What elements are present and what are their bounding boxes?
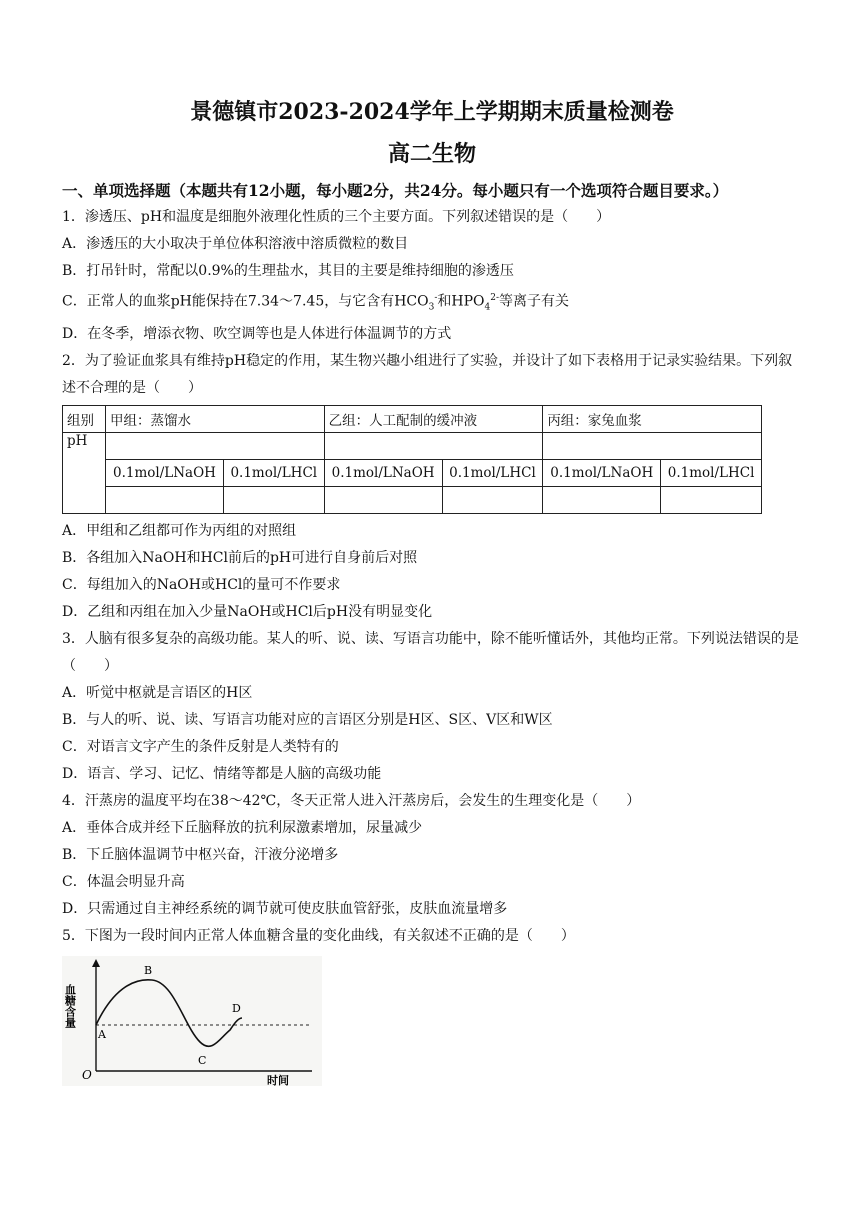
- subscript: 4: [484, 302, 491, 313]
- section-heading: 一、单项选择题（本题共有12小题，每小题2分，共24分。每小题只有一个选项符合题目要求。）: [62, 181, 729, 200]
- exam-page: [62, 96, 802, 1086]
- y-axis-label: 血糖含量: [63, 984, 77, 1029]
- superscript: -: [434, 293, 438, 303]
- exam-title: 景德镇市2023-2024学年上学期期末质量检测卷: [190, 99, 674, 125]
- option-c: C．对语言文字产生的条件反射是人类特有的: [62, 739, 339, 756]
- question-stem: 1．渗透压、pH和温度是细胞外液理化性质的三个主要方面。下列叙述错误的是（ ）: [62, 209, 611, 225]
- option-b: B．打吊针时，常配以0.9%的生理盐水，其目的主要是维持细胞的渗透压: [62, 263, 514, 279]
- question-stem: 4．汗蒸房的温度平均在38～42℃，冬天正常人进入汗蒸房后，会发生的生理变化是（ ）: [62, 793, 641, 810]
- question-1: [62, 204, 802, 348]
- question-5: [62, 923, 802, 1086]
- table-row: [63, 460, 762, 487]
- table-cell-reagent: 0.1mol/LHCl: [661, 460, 762, 487]
- option-d: D．语言、学习、记忆、情绪等都是人脑的高级功能: [62, 766, 382, 783]
- option-a: A．甲组和乙组都可作为丙组的对照组: [62, 523, 297, 540]
- point-label-a: A: [98, 1028, 106, 1042]
- option-c: [62, 285, 802, 321]
- ph-table: [62, 405, 762, 514]
- table-cell-empty: [106, 487, 224, 514]
- option-b: B．各组加入NaOH和HCl前后的pH可进行自身前后对照: [62, 550, 418, 567]
- subject-title: 高二生物: [387, 141, 476, 167]
- option-d: D．在冬季，增添衣物、吹空调等也是人体进行体温调节的方式: [62, 326, 452, 343]
- table-cell-empty: [106, 433, 325, 460]
- table-row: [63, 487, 762, 514]
- option-a: A．垂体合成并经下丘脑释放的抗利尿激素增加，尿量减少: [62, 820, 423, 837]
- option-c-text-1: C．正常人的血浆pH能保持在7.34～7.45，与它含有HCO: [62, 293, 429, 310]
- table-cell-reagent: 0.1mol/LNaOH: [324, 460, 442, 487]
- table-cell-ph-label: pH: [63, 433, 106, 514]
- blood-glucose-curve: [62, 956, 322, 1086]
- option-d: D．乙组和丙组在加入少量NaOH或HCl后pH没有明显变化: [62, 604, 433, 621]
- option-c-text-2: 和HPO: [437, 293, 485, 310]
- table-cell-reagent: 0.1mol/LNaOH: [543, 460, 661, 487]
- table-cell-group-b: 乙组：人工配制的缓冲液: [324, 406, 543, 433]
- table-cell-group-c: 丙组：家兔血浆: [543, 406, 762, 433]
- table-cell-empty: [543, 433, 762, 460]
- question-stem: 5．下图为一段时间内正常人体血糖含量的变化曲线，有关叙述不正确的是（ ）: [62, 928, 575, 945]
- table-cell-empty: [324, 433, 543, 460]
- table-cell-empty: [324, 487, 442, 514]
- question-4: [62, 788, 802, 923]
- table-cell-group-label: 组别: [63, 406, 106, 433]
- table-cell-empty: [661, 487, 762, 514]
- option-c: C．体温会明显升高: [62, 874, 185, 891]
- point-label-c: C: [198, 1054, 207, 1068]
- option-a: A．渗透压的大小取决于单位体积溶液中溶质微粒的数目: [62, 236, 409, 252]
- question-stem: 2．为了验证血浆具有维持pH稳定的作用，某生物兴趣小组进行了实验，并设计了如下表格用于记录实验结果。下列叙述不合理的是（ ）: [62, 353, 793, 397]
- option-c: C．每组加入的NaOH或HCl的量可不作要求: [62, 577, 341, 594]
- option-d: D．只需通过自主神经系统的调节就可使皮肤血管舒张，皮肤血流量增多: [62, 901, 508, 918]
- point-label-d: D: [232, 1002, 241, 1016]
- table-row: [63, 433, 762, 460]
- figure-background: [62, 956, 322, 1086]
- table-cell-reagent: 0.1mol/LNaOH: [106, 460, 224, 487]
- option-b: B．与人的听、说、读、写语言功能对应的言语区分别是H区、S区、V区和W区: [62, 712, 553, 729]
- superscript: 2-: [490, 293, 500, 303]
- x-axis-label: 时间: [267, 1074, 289, 1087]
- question-stem: 3．人脑有很多复杂的高级功能。某人的听、说、读、写语言功能中，除不能听懂话外，其他均正常。下列说法错误的是（ ）: [62, 631, 799, 675]
- question-2: [62, 348, 802, 626]
- table-row: [63, 406, 762, 433]
- point-label-b: B: [144, 964, 153, 978]
- subscript: 3: [428, 302, 435, 313]
- option-b: B．下丘脑体温调节中枢兴奋，汗液分泌增多: [62, 847, 339, 864]
- table-cell-reagent: 0.1mol/LHCl: [442, 460, 543, 487]
- table-cell-empty: [543, 487, 661, 514]
- blood-glucose-figure: [62, 956, 322, 1086]
- question-3: [62, 626, 802, 788]
- table-cell-empty: [223, 487, 324, 514]
- option-a: A．听觉中枢就是言语区的H区: [62, 685, 253, 702]
- origin-label: O: [82, 1068, 92, 1083]
- table-cell-empty: [442, 487, 543, 514]
- option-c-text-3: 等离子有关: [499, 293, 570, 310]
- table-cell-group-a: 甲组：蒸馏水: [106, 406, 325, 433]
- table-cell-reagent: 0.1mol/LHCl: [223, 460, 324, 487]
